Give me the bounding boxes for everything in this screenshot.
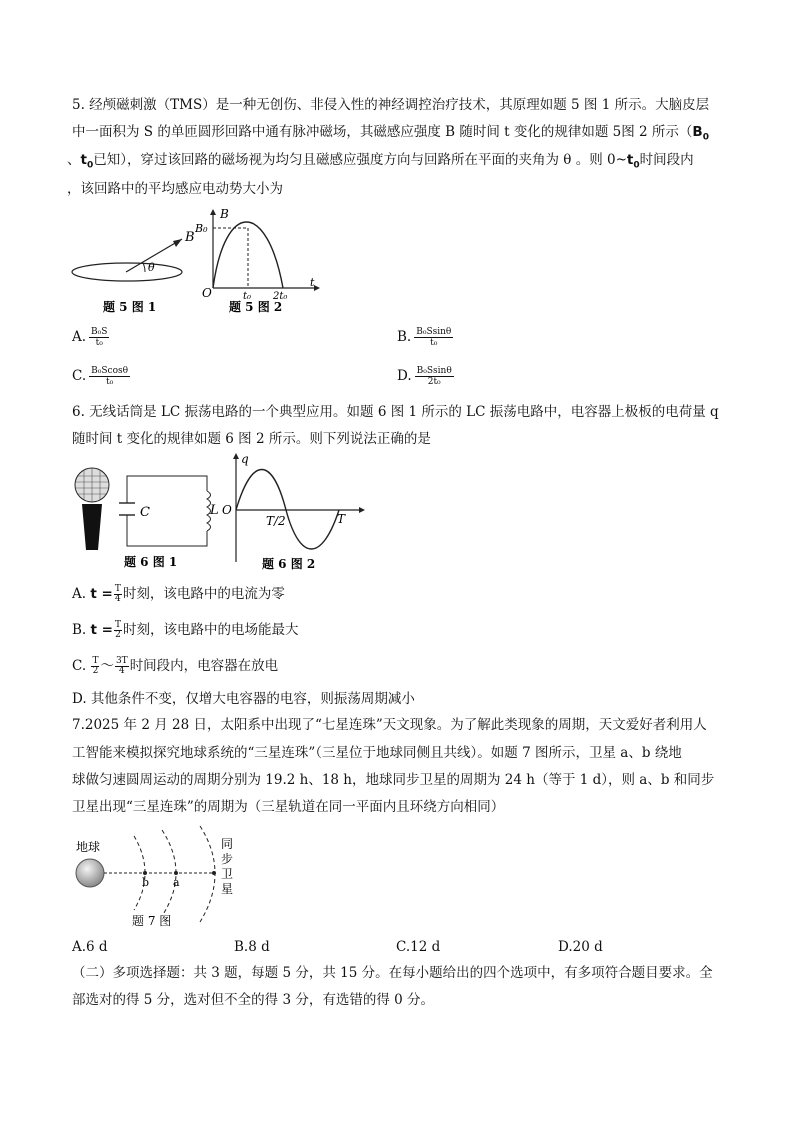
q5-t0-subscript: 0: [86, 160, 94, 171]
satellite-a-dot: [174, 871, 178, 875]
q6-option-c-label: C.: [72, 658, 87, 674]
q6-option-a-num: T: [114, 584, 121, 594]
q7-fig-caption: 题 7 图: [132, 914, 172, 928]
earth-label: 地球: [76, 840, 101, 854]
fig2-caption: 题 5 图 2: [229, 300, 283, 314]
q6-option-b-text: 时刻，该电路中的电场能最大: [123, 622, 299, 638]
fig2-b0-label: B₀: [195, 222, 208, 235]
q5-option-d-fraction: [415, 366, 454, 387]
q6-line-2: 随时间 t 变化的规律如题 6 图 2 所示。则下列说法正确的是: [72, 431, 431, 447]
q6-option-c-den-2: 4: [118, 666, 125, 676]
q6-origin-label: O: [222, 503, 232, 517]
q7-line-2: 工智能来模拟探究地球系统的“三星连珠”（三星位于地球同侧且共线）。如题 7 图所示，卫星 a、b 绕地: [72, 745, 682, 761]
q5-option-a-den: t₀: [95, 338, 103, 348]
q7-line-1: 7.2025 年 2 月 28 日，太阳系中出现了“七星连珠”天文现象。为了解此类现象的周期，天文爱好者利用人: [72, 717, 707, 733]
q6-figure-2: [222, 450, 372, 573]
q5-option-a[interactable]: [72, 327, 112, 348]
satellite-b-dot: [143, 871, 147, 875]
q6-option-b-t: t =: [90, 622, 113, 638]
fig1-b-label: B: [185, 230, 195, 245]
fig2-b-label: B: [220, 207, 229, 221]
q6-t-label: T: [337, 512, 346, 526]
fig2-t0-label: t₀: [243, 291, 252, 302]
q6-t-half-label: T/2: [266, 514, 286, 528]
fig2-origin-label: O: [202, 286, 212, 300]
q7-line-3: 球做匀速圆周运动的周期分别为 19.2 h、18 h，地球同步卫星的周期为 24 h（等于 1 d），则 a、b 和同步: [72, 772, 715, 788]
q6-q-axis-arrow: [233, 453, 239, 459]
fig6-c-label: C: [140, 505, 150, 520]
q5-b0-subscript: 0: [702, 132, 709, 143]
q6-option-c-den-1: 2: [92, 666, 99, 676]
section-2-line-1: （二）多项选择题：共 3 题，每题 5 分，共 15 分。在每小题给出的四个选项中，有多项符合题目要求。全: [72, 965, 713, 981]
q6-option-c-num-2: 3T: [115, 656, 128, 666]
q5-t0-symbol: t: [80, 152, 87, 168]
q7-option-b[interactable]: B.8 d: [234, 939, 270, 955]
q6-fig1-caption: 题 6 图 1: [124, 555, 178, 569]
q5-option-a-fraction: [89, 327, 109, 348]
q6-figure-1: [72, 458, 222, 573]
fig1-theta-label: θ: [148, 261, 155, 274]
q5-figure-2: [195, 206, 325, 316]
sync-label-3: 卫: [221, 867, 234, 881]
q6-option-a-den: 4: [114, 594, 121, 604]
q7-option-d[interactable]: D.20 d: [558, 939, 603, 955]
earth-circle: [76, 859, 104, 887]
q6-fig2-caption: 题 6 图 2: [262, 557, 316, 571]
q6-option-b-label: B.: [72, 622, 87, 638]
b-axis-arrow: [210, 209, 216, 215]
sync-label-2: 步: [221, 852, 234, 866]
q5-option-c-num: B₀Scosθ: [91, 366, 129, 376]
q5-option-a-num: B₀S: [91, 327, 108, 337]
q6-option-a-fraction: [114, 585, 122, 604]
q7-figure: [72, 824, 242, 934]
sync-label-4: 星: [221, 882, 234, 896]
q6-option-b-num: T: [114, 620, 121, 630]
q5-option-b-label: B.: [397, 329, 412, 345]
fig2-t-label: t: [310, 276, 315, 289]
section-2-line-2: 部选对的得 5 分，选对但不全的得 3 分，有选错的得 0 分。: [72, 992, 435, 1008]
q6-t-axis-arrow: [359, 507, 365, 513]
q6-option-c-fraction-1: [91, 657, 99, 676]
q6-option-a[interactable]: [72, 585, 285, 604]
q5-b0-symbol: B: [692, 124, 703, 140]
q5-line-3-end: 时间段内: [639, 152, 694, 168]
q5-option-c-fraction: [89, 366, 130, 387]
q5-option-a-label: A.: [72, 329, 87, 345]
q7-option-a[interactable]: A.6 d: [72, 939, 108, 955]
q6-option-b[interactable]: [72, 621, 299, 640]
capacitor-gap: [121, 503, 135, 515]
q5-option-b-num: B₀Ssinθ: [416, 327, 452, 337]
q6-option-c-num-1: T: [92, 656, 99, 666]
q6-option-c-fraction-2: [115, 657, 129, 676]
satellite-a-label: a: [173, 876, 180, 889]
q7-option-c[interactable]: C.12 d: [396, 939, 441, 955]
q5-option-b[interactable]: [397, 327, 456, 348]
q5-line-3: [67, 151, 694, 175]
q6-line-1: 6. 无线话筒是 LC 振荡电路的一个典型应用。如题 6 图 1 所示的 LC 振荡电路中，电容器上极板的电荷量 q: [72, 404, 719, 420]
microphone-handle: [82, 504, 102, 550]
fig2-2t0-label: 2t₀: [273, 291, 288, 302]
q5-option-d[interactable]: [397, 366, 457, 387]
q5-line-2-text: 中一面积为 S 的单匝圆形回路中通有脉冲磁场，其磁感应强度 B 随时间 t 变化的规律如题 5图 2 所示（: [72, 124, 693, 140]
q6-option-a-label: A.: [72, 586, 87, 602]
q5-t0-symbol-2: t: [626, 152, 634, 168]
fig1-caption: 题 5 图 1: [103, 300, 157, 314]
q5-line-1: 5. 经颅磁刺激（TMS）是一种无创伤、非侵入性的神经调控治疗技术，其原理如题 5 图 1 所示。大脑皮层: [72, 97, 710, 113]
q5-figure-1: [70, 220, 195, 315]
q5-option-c[interactable]: [72, 366, 133, 387]
q6-q-label: q: [241, 452, 249, 466]
q6-option-a-text: 时刻，该电路中的电流为零: [122, 586, 285, 602]
satellite-b-label: b: [142, 876, 150, 889]
q6-option-c-text: 时间段内，电容器在放电: [129, 658, 279, 674]
sync-label-1: 同: [221, 837, 234, 851]
q5-line-4: ，该回路中的平均感应电动势大小为: [67, 181, 283, 197]
q6-option-c-sep: ～: [100, 658, 114, 674]
q5-option-d-num: B₀Ssinθ: [416, 366, 452, 376]
q6-option-b-den: 2: [115, 630, 121, 640]
fig6-l-label: L: [210, 503, 219, 518]
t-axis-arrow: [314, 285, 320, 291]
q5-option-c-label: C.: [72, 368, 87, 384]
q5-line-3-sep: 、: [67, 152, 81, 168]
q7-line-4: 卫星出现“三星连珠”的周期为（三星轨道在同一平面内且环绕方向相同）: [72, 799, 505, 815]
q5-option-c-den: t₀: [105, 377, 114, 387]
b-vector-arrowhead: [173, 239, 182, 247]
q6-option-c[interactable]: [72, 657, 278, 676]
q6-option-d[interactable]: D. 其他条件不变，仅增大电容器的电容，则振荡周期减小: [72, 691, 415, 707]
q5-line-3-text: 已知），穿过该回路的磁场视为均匀且磁感应强度方向与回路所在平面的夹角为 θ 。则 0~: [93, 152, 627, 168]
sync-satellite-dot: [212, 871, 216, 875]
q5-option-d-den: 2t₀: [427, 377, 441, 387]
q5-option-b-den: t₀: [430, 338, 438, 348]
q6-sine-curve: [236, 470, 339, 550]
q5-line-2: [72, 123, 709, 147]
q5-option-d-label: D.: [397, 368, 412, 384]
q5-option-b-fraction: [414, 327, 453, 348]
theta-arc: [143, 263, 145, 272]
q6-option-b-fraction: [114, 621, 122, 640]
q6-option-a-t: t =: [90, 586, 113, 602]
q5-t0-subscript-2: 0: [633, 160, 640, 171]
lc-circuit-wire: [127, 476, 207, 546]
